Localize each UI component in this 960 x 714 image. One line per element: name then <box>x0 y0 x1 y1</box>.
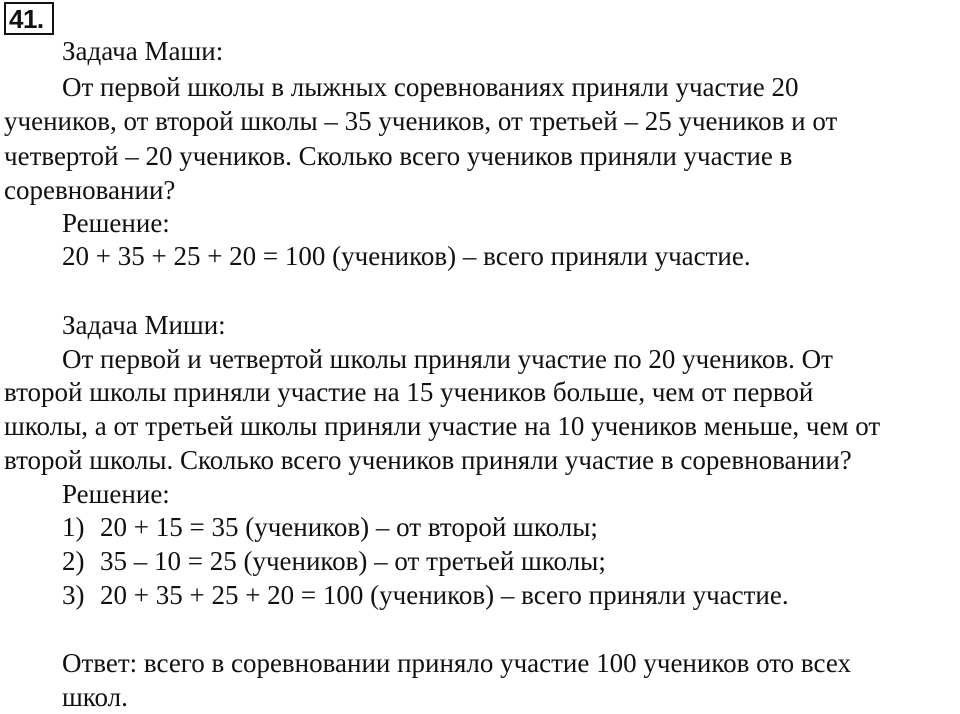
step-text: 20 + 35 + 25 + 20 = 100 (учеников) – всего приняли участие. <box>100 580 789 610</box>
misha-solution-label: Решение: <box>62 479 170 509</box>
problem-number: 41. <box>4 2 54 35</box>
masha-solution-label: Решение: <box>62 208 170 238</box>
solution-step-2 <box>62 544 606 578</box>
step-number: 3) <box>62 580 85 610</box>
step-text: 20 + 15 = 35 (учеников) – от второй школы; <box>100 512 598 542</box>
masha-text-line-4: соревновании? <box>4 175 176 205</box>
masha-heading: Задача Маши: <box>62 36 224 66</box>
misha-text-line-3: школы, а от третьей школы приняли участие на 10 учеников меньше, чем от <box>4 411 881 441</box>
misha-heading: Задача Миши: <box>62 310 226 340</box>
masha-text-line-3: четвертой – 20 учеников. Сколько всего учеников приняли участие в <box>4 141 793 171</box>
answer-line-1: Ответ: всего в соревновании приняло участие 100 учеников ото всех <box>62 648 851 678</box>
step-number: 1) <box>62 512 85 542</box>
solution-step-3 <box>62 578 789 612</box>
solution-step-1 <box>62 510 598 544</box>
step-number: 2) <box>62 546 85 576</box>
misha-text-line-1: От первой и четвертой школы приняли участие по 20 учеников. От <box>62 344 833 374</box>
masha-solution-line: 20 + 35 + 25 + 20 = 100 (учеников) – всего приняли участие. <box>62 241 751 271</box>
misha-text-line-4: второй школы. Сколько всего учеников приняли участие в соревновании? <box>4 445 852 475</box>
answer-line-2: школ. <box>62 682 128 712</box>
masha-text-line-2: учеников, от второй школы – 35 учеников, от третьей – 25 учеников и от <box>4 106 838 136</box>
masha-text-line-1: От первой школы в лыжных соревнованиях приняли участие 20 <box>62 72 799 102</box>
misha-text-line-2: второй школы приняли участие на 15 учеников больше, чем от первой <box>4 377 814 407</box>
step-text: 35 – 10 = 25 (учеников) – от третьей школы; <box>100 546 606 576</box>
